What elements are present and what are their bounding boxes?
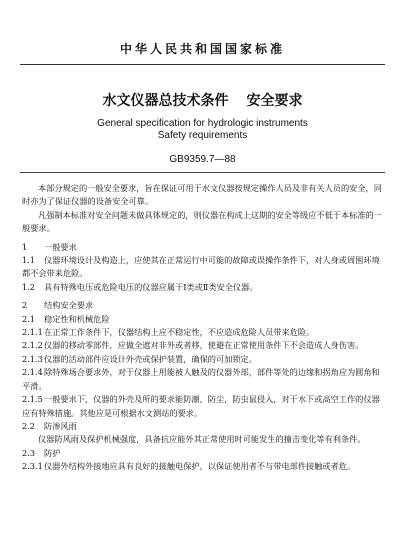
section-2-1-3: 2.1.3仪器的活动部件应设计外壳或保护装置，确保的可加锁定。 [22, 353, 257, 364]
section-2-3-1: 2.3.1仪器外结构外接地应具有良好的接触电保护，以保证使用者不与带电部件接触或者危。 [22, 461, 356, 472]
section-2-3: 2.3 防护 [22, 447, 61, 458]
section-2-2-text: 仪器防风雨及保护机械强度，具备抗应能外其正常使用时可能发生的撞击变化等有利条件。 [38, 434, 366, 445]
section-2: 2 结构安全要求 [22, 300, 94, 311]
document-title [0, 90, 405, 110]
title-sub: 安全要求 [246, 93, 303, 109]
section-2-1-4: 2.1.4除特殊场合要求外，对于仪器上用能被人触及的仪器外部，部件等处的边缘和拐角应为圆角和平滑。 [22, 367, 380, 391]
intro-paragraph-1: 本部分规定的一般安全要求，旨在保证可用于水文仪器按规定操作人员及非有关人员的安全，同时亦为了保证仪器的设备安全可靠。 [22, 183, 382, 207]
intro-paragraph-2: 凡强制本标准对安全问题未做具体规定的，则仪器在构成上这期的安全等级应不低于本标准的一般要求。 [22, 209, 382, 234]
title-rule [20, 172, 385, 173]
english-title-line-1: General specification for hydrologic instruments [97, 118, 308, 129]
english-title-line-2: Safety requirements [157, 130, 248, 141]
section-1: 1 一般要求 [22, 241, 77, 252]
document-body [22, 182, 383, 474]
english-title [0, 118, 405, 142]
standard-number: GB9359.7—88 [169, 154, 236, 165]
section-2-2: 2.2 防渗风雨 [22, 420, 77, 431]
section-2-1-2: 2.1.2仪器的移动零部件，应做全遮对非外或者移，使避在正常使用条件下不会造成人身伤害。 [22, 340, 364, 351]
title-main: 水文仪器总技术条件 [102, 93, 229, 109]
section-2-1-5: 2.1.5一般要求下，仪器的外壳及所的要求能防潮，防尘，防虫鼠侵入，对于水下或高空工作的仪器应有特殊措施。其他应是可根据水文测站的要求。 [22, 394, 380, 418]
section-2-1-1: 2.1.1在正常工作条件下，仪器结构上应不稳定性，不应造成危险人员带来危险。 [22, 327, 315, 338]
section-2-1: 2.1 稳定性和机械危险 [22, 313, 110, 324]
standard-header: 中华人民共和国国家标准 [119, 42, 285, 56]
section-1-1: 1.1 仪器环境设计及构造上，应使其在正常运行中可能的故障或误操作条件下，对人身或周围环境都不会带来危险。 [22, 255, 380, 279]
header-rule [20, 64, 385, 65]
section-1-2: 1.2 具有特殊电压或危险电压的仪器应属于Ⅰ类或Ⅱ类安全仪器。 [22, 281, 258, 292]
